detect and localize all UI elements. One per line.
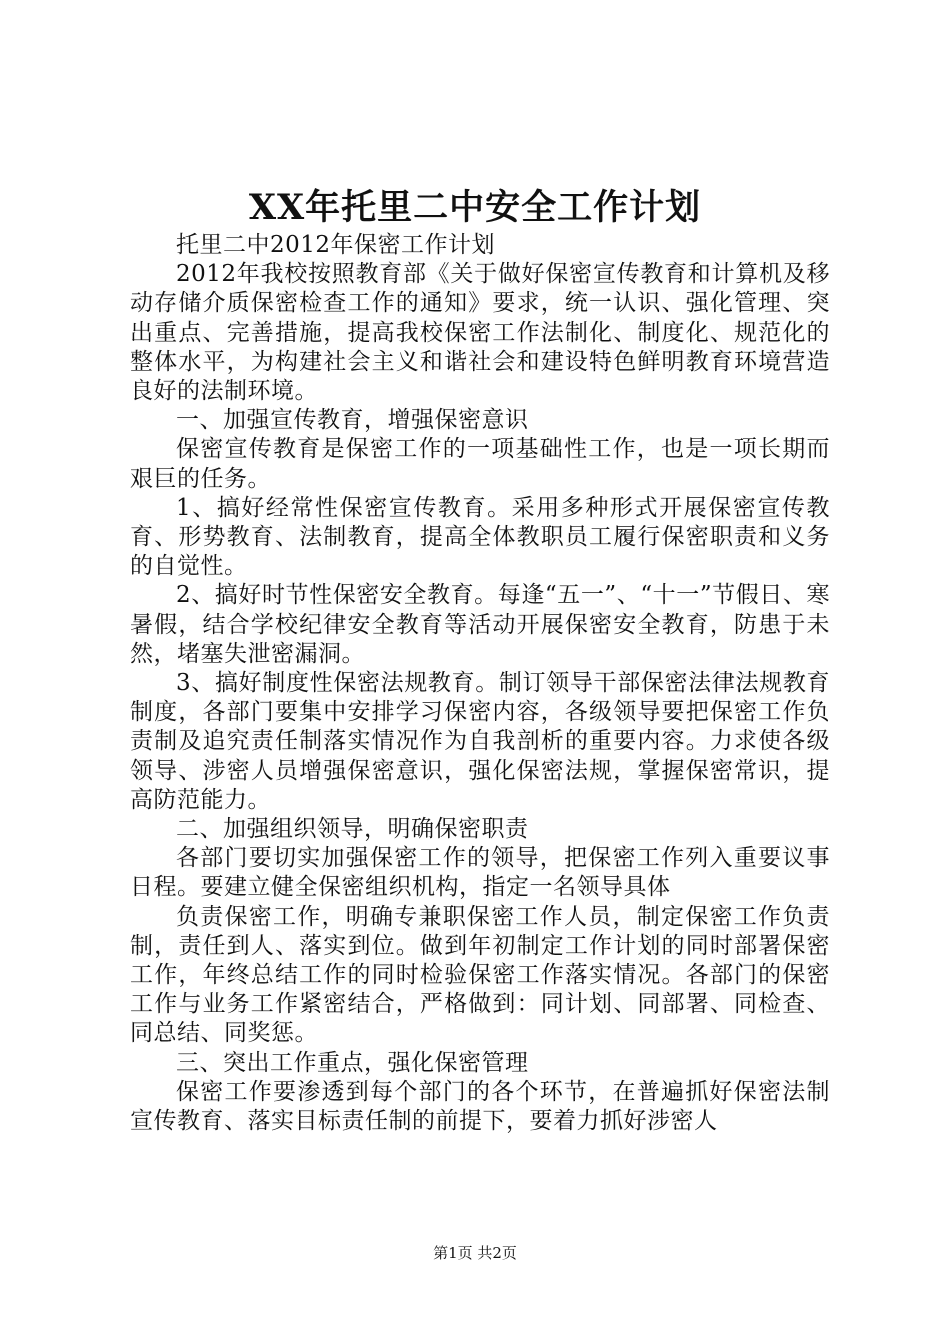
section-heading-2: 二、加强组织领导，明确保密职责 — [176, 816, 529, 843]
paragraph: 3、搞好制度性保密法规教育。制订领导干部保密法律法规教育制度，各部门要集中安排学习保密内容，各级领导要把保密工作负责制及追究责任制落实情况作为自我剖析的重要内容。力求使各级领导、涉密人员增强保密意识，强化保密法规，掌握保密常识，提高防范能力。 — [130, 670, 830, 813]
paragraph-subtitle: 托里二中2012年保密工作计划 — [176, 232, 496, 258]
paragraph-intro: 2012年我校按照教育部《关于做好保密宣传教育和计算机及移动存储介质保密检查工作的通知》要求，统一认识、强化管理、突出重点、完善措施，提高我校保密工作法制化、制度化、规范化的整体水平，为构建社会主义和谐社会和建设特色鲜明教育环境营造良好的法制环境。 — [130, 261, 830, 405]
section-heading-3: 三、突出工作重点，强化保密管理 — [176, 1049, 529, 1076]
paragraph: 保密工作要渗透到每个部门的各个环节，在普遍抓好保密法制宣传教育、落实目标责任制的前提下，要着力抓好涉密人 — [130, 1078, 830, 1135]
document-title: XX年托里二中安全工作计划 — [248, 187, 702, 228]
paragraph: 各部门要切实加强保密工作的领导，把保密工作列入重要议事日程。要建立健全保密组织机构，指定一名领导具体 — [130, 845, 830, 901]
paragraph: 负责保密工作，明确专兼职保密工作人员，制定保密工作负责制，责任到人、落实到位。做到年初制定工作计划的同时部署保密工作，年终总结工作的同时检验保密工作落实情况。各部门的保密工作与业务工作紧密结合，严格做到：同计划、同部署、同检查、同总结、同奖惩。 — [130, 903, 830, 1047]
paragraph: 2、搞好时节性保密安全教育。每逢“五一”、“十一”节假日、寒暑假，结合学校纪律安全教育等活动开展保密安全教育，防患于未然，堵塞失泄密漏洞。 — [130, 582, 830, 667]
paragraph: 1、搞好经常性保密宣传教育。采用多种形式开展保密宣传教育、形势教育、法制教育，提高全体教职员工履行保密职责和义务的自觉性。 — [130, 494, 830, 580]
section-heading-1: 一、加强宣传教育，增强保密意识 — [176, 407, 529, 434]
document-body — [130, 231, 830, 1136]
page-footer: 第1页 共2页 — [433, 1244, 517, 1262]
paragraph: 保密宣传教育是保密工作的一项基础性工作，也是一项长期而艰巨的任务。 — [130, 436, 830, 492]
